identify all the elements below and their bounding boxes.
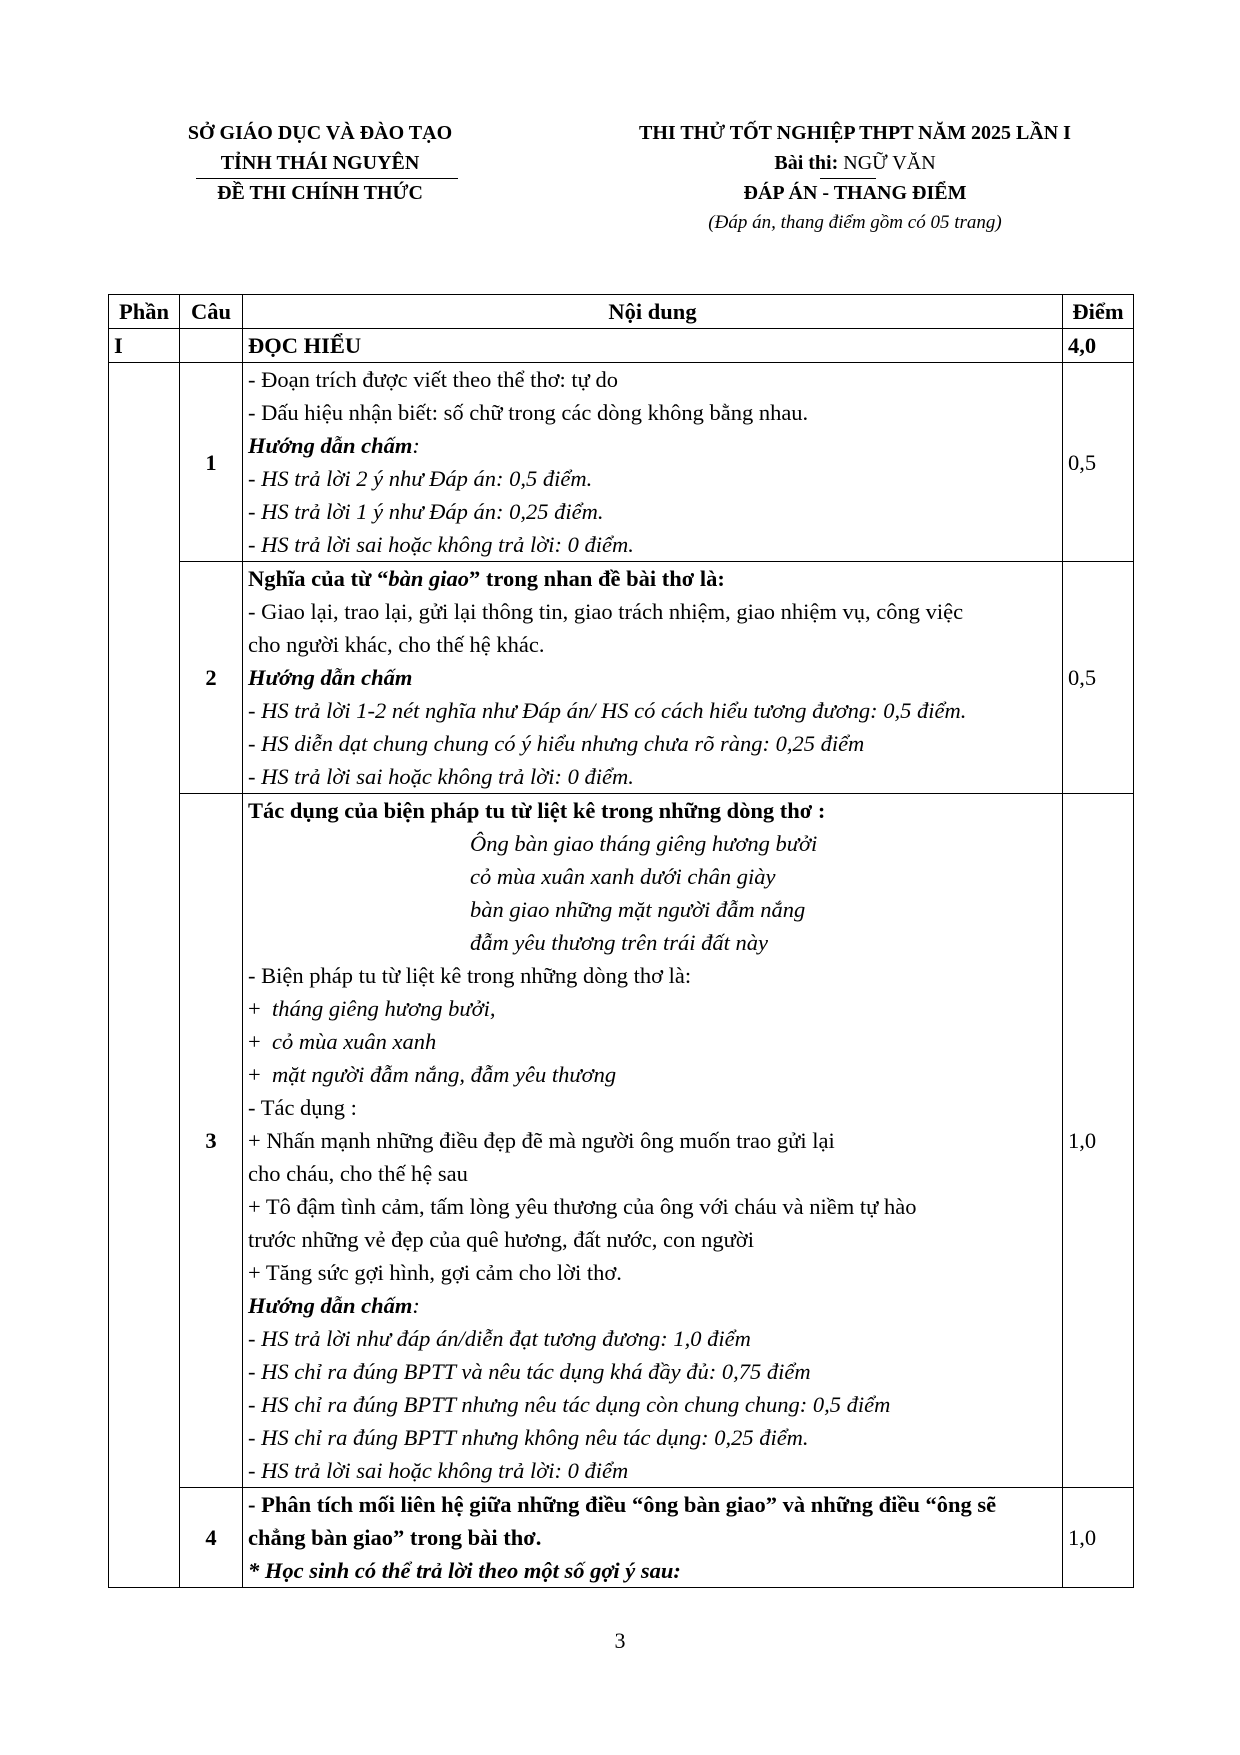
guide-line: - HS diễn dạt chung chung có ý hiểu nhưng chưa rõ ràng: 0,25 điểm xyxy=(248,731,865,756)
part-cell xyxy=(109,363,180,1588)
question-score: 0,5 xyxy=(1063,363,1134,562)
effect-line: trước những vẻ đẹp của quê hương, đất nước, con người xyxy=(248,1227,754,1252)
question-number: 1 xyxy=(180,363,243,562)
poem-line: Ông bàn giao tháng giêng hương bưởi xyxy=(470,831,818,856)
guide-heading: Hướng dẫn chấm xyxy=(248,665,413,690)
content-line: - Giao lại, trao lại, gửi lại thông tin, giao trách nhiệm, giao nhiệm vụ, công việc xyxy=(248,599,964,624)
page-number: 3 xyxy=(614,1628,626,1653)
guide-line: - HS trả lời sai hoặc không trả lời: 0 điểm xyxy=(248,1458,629,1483)
exam-title: THI THỬ TỐT NGHIỆP THPT NĂM 2025 LẦN I xyxy=(639,122,1071,144)
table-row xyxy=(109,794,1134,1488)
exam-subject-line xyxy=(585,148,1125,178)
official-exam-label: ĐỀ THI CHÍNH THỨC xyxy=(217,182,423,204)
header-left-rule xyxy=(196,178,458,179)
guide-line: - HS chỉ ra đúng BPTT nhưng không nêu tác dụng: 0,25 điểm. xyxy=(248,1425,809,1450)
exam-label: Bài thi: xyxy=(774,152,839,174)
effect-line: + Nhấn mạnh những điều đẹp đẽ mà người ông muốn trao gửi lại xyxy=(248,1128,835,1153)
table-row xyxy=(109,562,1134,794)
question-number: 2 xyxy=(180,562,243,794)
guide-line: - HS trả lời 2 ý như Đáp án: 0,5 điểm. xyxy=(248,466,593,491)
answer-table xyxy=(108,294,1134,1588)
question-number: 4 xyxy=(180,1488,243,1588)
poem-line: cỏ mùa xuân xanh dưới chân giày xyxy=(470,864,776,889)
list-item: + cỏ mùa xuân xanh xyxy=(248,1029,437,1054)
effect-line: + Tăng sức gợi hình, gợi cảm cho lời thơ. xyxy=(248,1260,622,1285)
question-content xyxy=(243,562,1063,794)
guide-heading: Hướng dẫn chấm: xyxy=(248,433,420,458)
guide-line: - HS trả lời sai hoặc không trả lời: 0 điểm. xyxy=(248,764,634,789)
header-left xyxy=(160,118,480,208)
guide-line: - HS trả lời sai hoặc không trả lời: 0 điểm. xyxy=(248,532,634,557)
guide-line: - HS trả lời 1-2 nét nghĩa như Đáp án/ HS có cách hiểu tương đương: 0,5 điểm. xyxy=(248,698,967,723)
question-content xyxy=(243,1488,1063,1588)
section-title: ĐỌC HIỂU xyxy=(243,329,1063,363)
header-right-rule xyxy=(820,178,876,179)
header-part: Phần xyxy=(109,295,180,329)
poem-line: bàn giao những mặt người đẫm nắng xyxy=(470,897,806,922)
section-part: I xyxy=(109,329,180,363)
page-count-note: (Đáp án, thang điểm gồm có 05 trang) xyxy=(708,212,1002,233)
guide-line: - HS trả lời 1 ý như Đáp án: 0,25 điểm. xyxy=(248,499,604,524)
table-row xyxy=(109,363,1134,562)
content-line: * Học sinh có thể trả lời theo một số gợi ý sau: xyxy=(248,1558,681,1583)
content-line: - Biện pháp tu từ liệt kê trong những dòng thơ là: xyxy=(248,963,692,988)
content-line: - Dấu hiệu nhận biết: số chữ trong các dòng không bằng nhau. xyxy=(248,400,809,425)
list-item: + mặt người đẫm nắng, đẫm yêu thương xyxy=(248,1062,617,1087)
answer-key-title: ĐÁP ÁN - THANG ĐIỂM xyxy=(743,182,967,204)
question-content xyxy=(243,794,1063,1488)
question-score: 0,5 xyxy=(1063,562,1134,794)
section-score: 4,0 xyxy=(1063,329,1134,363)
content-title: Tác dụng của biện pháp tu từ liệt kê trong những dòng thơ : xyxy=(248,798,826,823)
section-row xyxy=(109,329,1134,363)
poem-line: đẫm yêu thương trên trái đất này xyxy=(470,930,768,955)
content-line: - Đoạn trích được viết theo thể thơ: tự do xyxy=(248,367,618,392)
guide-line: - HS chỉ ra đúng BPTT nhưng nêu tác dụng còn chung chung: 0,5 điểm xyxy=(248,1392,891,1417)
header-content: Nội dung xyxy=(243,295,1063,329)
guide-heading: Hướng dẫn chấm: xyxy=(248,1293,420,1318)
table-row xyxy=(109,1488,1134,1588)
exam-subject: NGỮ VĂN xyxy=(838,152,936,174)
header-question: Câu xyxy=(180,295,243,329)
guide-line: - HS trả lời như đáp án/diễn đạt tương đương: 1,0 điểm xyxy=(248,1326,751,1351)
content-line: - Phân tích mối liên hệ giữa những điều “ông bàn giao” và những điều “ông sẽ xyxy=(248,1492,997,1517)
content-title: Nghĩa của từ “bàn giao” trong nhan đề bài thơ là: xyxy=(248,566,725,591)
department-name: SỞ GIÁO DỤC VÀ ĐÀO TẠO xyxy=(187,122,453,144)
effect-label: - Tác dụng : xyxy=(248,1095,357,1120)
header-score: Điểm xyxy=(1063,295,1134,329)
list-item: + tháng giêng hương bưởi, xyxy=(248,996,496,1021)
content-line: cho người khác, cho thế hệ khác. xyxy=(248,632,545,657)
section-empty xyxy=(180,329,243,363)
effect-line: + Tô đậm tình cảm, tấm lòng yêu thương của ông với cháu và niềm tự hào xyxy=(248,1194,917,1219)
question-content xyxy=(243,363,1063,562)
table-header-row xyxy=(109,295,1134,329)
province-name: TỈNH THÁI NGUYÊN xyxy=(220,152,420,174)
question-score: 1,0 xyxy=(1063,1488,1134,1588)
question-number: 3 xyxy=(180,794,243,1488)
effect-line: cho cháu, cho thế hệ sau xyxy=(248,1161,468,1186)
content-line: chẳng bàn giao” trong bài thơ. xyxy=(248,1525,542,1550)
question-score: 1,0 xyxy=(1063,794,1134,1488)
guide-line: - HS chỉ ra đúng BPTT và nêu tác dụng khá đầy đủ: 0,75 điểm xyxy=(248,1359,811,1384)
